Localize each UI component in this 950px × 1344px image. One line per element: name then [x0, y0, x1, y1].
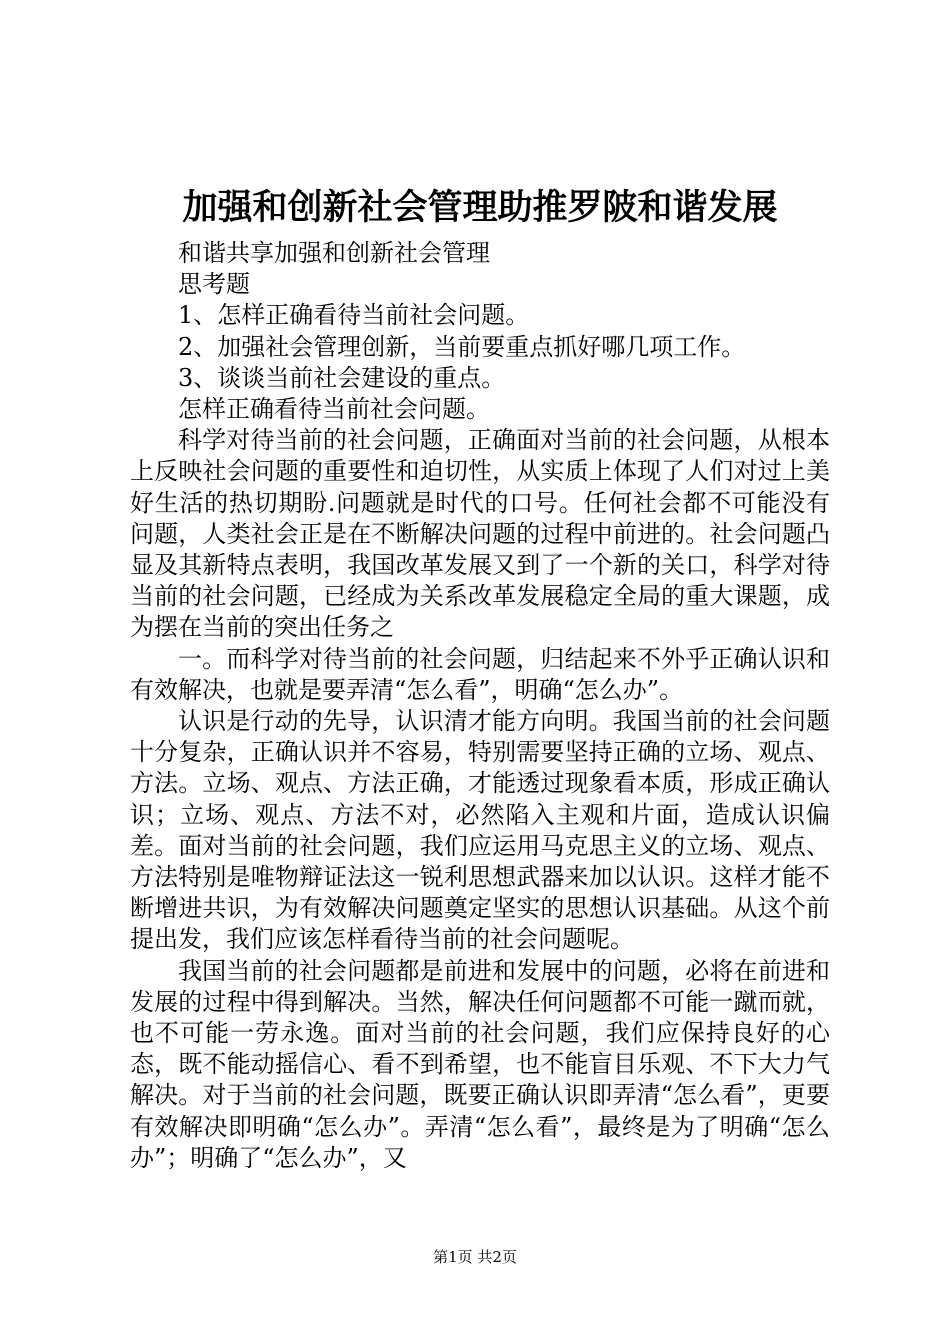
question-item: 3、谈谈当前社会建设的重点。: [178, 363, 506, 392]
page-footer: 第1页 共2页: [433, 1248, 517, 1266]
body-paragraph: 我国当前的社会问题都是前进和发展中的问题，必将在前进和发展的过程中得到解决。当然，解决任何问题都不可能一蹴而就，也不可能一劳永逸。面对当前的社会问题，我们应保持良好的心态，既不能动摇信心、看不到希望，也不能盲目乐观、不下大力气解决。对于当前的社会问题，既要正确认识即弄清“怎么看”，更要有效解决即明确“怎么办”。弄清“怎么看”，最终是为了明确“怎么办”；明确了“怎么办”，又: [130, 956, 830, 1172]
section-heading: 怎样正确看待当前社会问题。: [178, 395, 490, 424]
body-paragraph: 一。而科学对待当前的社会问题，归结起来不外乎正确认识和有效解决，也就是要弄清“怎么看”，明确“怎么办”。: [130, 644, 830, 704]
questions-heading: 思考题: [178, 270, 250, 299]
document-body: [130, 238, 830, 1174]
question-item: 2、加强社会管理创新，当前要重点抓好哪几项工作。: [178, 332, 746, 361]
subtitle-paragraph: 和谐共享加强和创新社会管理: [178, 239, 490, 267]
document-title: 加强和创新社会管理助推罗陂和谐发展: [182, 187, 778, 228]
body-paragraph: 认识是行动的先导，认识清才能方向明。我国当前的社会问题十分复杂，正确认识并不容易，特别需要坚持正确的立场、观点、方法。立场、观点、方法正确，才能透过现象看本质，形成正确认识；立场、观点、方法不对，必然陷入主观和片面，造成认识偏差。面对当前的社会问题，我们应运用马克思主义的立场、观点、方法特别是唯物辩证法这一锐利思想武器来加以认识。这样才能不断增进共识，为有效解决问题奠定坚实的思想认识基础。从这个前提出发，我们应该怎样看待当前的社会问题呢。: [130, 707, 830, 954]
body-paragraph: 科学对待当前的社会问题，正确面对当前的社会问题，从根本上反映社会问题的重要性和迫切性，从实质上体现了人们对过上美好生活的热切期盼.问题就是时代的口号。任何社会都不可能没有问题，人类社会正是在不断解决问题的过程中前进的。社会问题凸显及其新特点表明，我国改革发展又到了一个新的关口，科学对待当前的社会问题，已经成为关系改革发展稳定全局的重大课题，成为摆在当前的突出任务之: [130, 426, 830, 642]
question-item: 1、怎样正确看待当前社会问题。: [178, 301, 530, 330]
